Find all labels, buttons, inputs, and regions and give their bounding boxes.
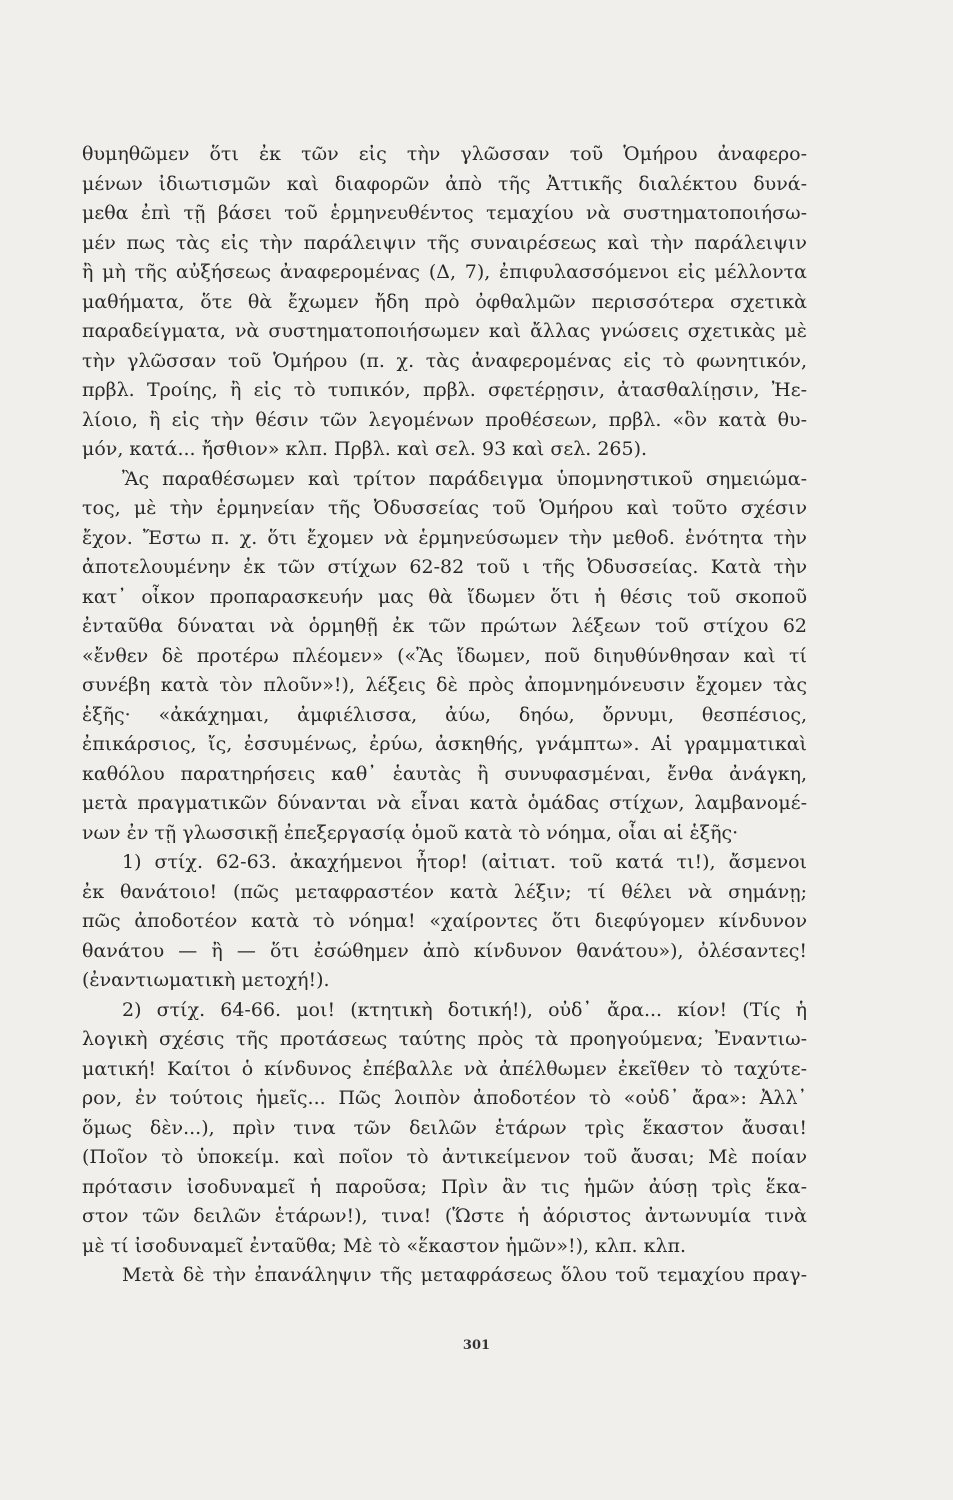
text-line: μόν, κατά... ἤσθιον» κλπ. Πρβλ. καὶ σελ. 93 καὶ σελ. 265). — [82, 438, 648, 460]
text-line: στον τῶν δειλῶν ἑτάρων!), τινα! (Ὥστε ἡ ἀόριστος ἀντωνυμία τινὰ — [82, 1205, 807, 1227]
text-line: ἔχον. Ἔστω π. χ. ὅτι ἔχομεν νὰ ἑρμηνεύσωμεν τὴν μεθοδ. ἑνότητα τὴν — [82, 526, 807, 549]
text-line: νων ἐν τῇ γλωσσικῇ ἐπεξεργασίᾳ ὁμοῦ κατὰ τὸ νόημα, οἷαι αἱ ἑξῆς· — [82, 821, 739, 844]
text-line: τὴν γλῶσσαν τοῦ Ὁμήρου (π. χ. τὰς ἀναφερομένας εἰς τὸ φωνητικόν, — [82, 349, 807, 372]
text-line: ματική! Καίτοι ὁ κίνδυνος ἐπέβαλλε νὰ ἀπέλθωμεν ἐκεῖθεν τὸ ταχύτε- — [82, 1057, 807, 1080]
text-line: ἐνταῦθα δύναται νὰ ὁρμηθῇ ἐκ τῶν πρώτων λέξεων τοῦ στίχου 62 — [82, 615, 807, 637]
text-line: ἐπικάρσιος, ἴς, ἐσσυμένως, ἐρύω, ἀσκηθής, γνάμπτω». Αἱ γραμματικαὶ — [82, 733, 807, 755]
text-line: θανάτου — ἢ — ὅτι ἐσώθημεν ἀπὸ κίνδυνον θανάτου»), ὀλέσαντες! — [82, 939, 807, 962]
text-line: μαθήματα, ὅτε θὰ ἔχωμεν ἤδη πρὸ ὀφθαλμῶν περισσότερα σχετικὰ — [82, 290, 807, 313]
text-line: (Ποῖον τὸ ὑποκείμ. καὶ ποῖον τὸ ἀντικείμενον τοῦ ἄυσαι; Μὲ ποίαν — [82, 1146, 807, 1168]
text-line: ἐκ θανάτοιο! (πῶς μεταφραστέον κατὰ λέξιν; τί θέλει νὰ σημάνῃ; — [82, 880, 807, 903]
text-line: Μετὰ δὲ τὴν ἐπανάληψιν τῆς μεταφράσεως ὅλου τοῦ τεμαχίου πραγ- — [122, 1264, 807, 1286]
text-line: «ἔνθεν δὲ προτέρω πλέομεν» («Ἂς ἴδωμεν, ποῦ διηυθύνθησαν καὶ τί — [82, 644, 807, 667]
text-line: μετὰ πραγματικῶν δύνανται νὰ εἶναι κατὰ ὁμάδας στίχων, λαμβανομέ- — [82, 792, 807, 814]
text-line: λογικὴ σχέσις τῆς προτάσεως ταύτης πρὸς τὰ προηγούμενα; Ἐναντιω- — [82, 1028, 807, 1050]
text-line: συνέβη κατὰ τὸν πλοῦν»!), λέξεις δὲ πρὸς ἀπομνημόνευσιν ἔχομεν τὰς — [82, 674, 807, 696]
text-line: κατ᾿ οἶκον προπαρασκευήν μας θὰ ἴδωμεν ὅτι ἡ θέσις τοῦ σκοποῦ — [82, 585, 807, 608]
text-line: μέν πως τὰς εἰς τὴν παράλειψιν τῆς συναιρέσεως καὶ τὴν παράλειψιν — [82, 231, 807, 254]
text-line: παραδείγματα, νὰ συστηματοποιήσωμεν καὶ ἄλλας γνώσεις σχετικὰς μὲ — [82, 320, 807, 342]
text-line: πῶς ἀποδοτέον κατὰ τὸ νόημα! «χαίροντες ὅτι διεφύγομεν κίνδυνον — [82, 910, 807, 932]
text-line: μεθα ἐπὶ τῇ βάσει τοῦ ἑρμηνευθέντος τεμαχίου νὰ συστηματοποιήσω- — [82, 202, 807, 224]
text-line: (ἐναντιωματικὴ μετοχή!). — [82, 969, 330, 991]
text-line: ἑξῆς· «ἀκάχημαι, ἀμφιέλισσα, ἀύω, δηόω, ὄρνυμι, θεσπέσιος, — [82, 703, 807, 726]
page-number: 301 — [462, 1338, 491, 1353]
body-text — [82, 140, 807, 1291]
text-line: ἀποτελουμένην ἐκ τῶν στίχων 62-82 τοῦ ι τῆς Ὀδυσσείας. Κατὰ τὴν — [82, 556, 807, 578]
text-line: ἢ μὴ τῆς αὐξήσεως ἀναφερομένας (Δ, 7), ἐπιφυλασσόμενοι εἰς μέλλοντα — [82, 261, 807, 283]
text-line: πρότασιν ἰσοδυναμεῖ ἡ παροῦσα; Πρὶν ἂν τις ἡμῶν ἀύσῃ τρὶς ἕκα- — [82, 1175, 807, 1198]
text-line: 2) στίχ. 64-66. μοι! (κτητικὴ δοτική!), οὐδ᾿ ἄρα... κίον! (Τίς ἡ — [122, 998, 807, 1021]
text-line: θυμηθῶμεν ὅτι ἐκ τῶν εἰς τὴν γλῶσσαν τοῦ Ὁμήρου ἀναφερο- — [82, 143, 807, 165]
text-line: μένων ἰδιωτισμῶν καὶ διαφορῶν ἀπὸ τῆς Ἀττικῆς διαλέκτου δυνά- — [82, 172, 807, 195]
text-line: τος, μὲ τὴν ἑρμηνείαν τῆς Ὀδυσσείας τοῦ Ὁμήρου καὶ τοῦτο σχέσιν — [82, 497, 807, 519]
text-line: καθόλου παρατηρήσεις καθ᾿ ἑαυτὰς ἢ συνυφασμέναι, ἔνθα ἀνάγκη, — [82, 762, 807, 785]
text-line: ὅμως δὲν...), πρὶν τινα τῶν δειλῶν ἑτάρων τρὶς ἕκαστον ἄυσαι! — [82, 1116, 807, 1139]
text-line: πρβλ. Τροίης, ἢ εἰς τὸ τυπικόν, πρβλ. σφετέρῃσιν, ἀτασθαλίῃσιν, Ἠε- — [82, 379, 807, 401]
text-line: Ἂς παραθέσωμεν καὶ τρίτον παράδειγμα ὑπομνηστικοῦ σημειώμα- — [122, 467, 807, 490]
text-line: μὲ τί ἰσοδυναμεῖ ἐνταῦθα; Μὲ τὸ «ἕκαστον ἡμῶν»!), κλπ. κλπ. — [82, 1234, 687, 1257]
text-line: 1) στίχ. 62-63. ἀκαχήμενοι ἦτορ! (αἰτιατ. τοῦ κατά τι!), ἄσμενοι — [122, 851, 807, 873]
text-line: λίοιο, ἢ εἰς τὴν θέσιν τῶν λεγομένων προθέσεων, πρβλ. «ὃν κατὰ θυ- — [82, 408, 807, 431]
text-line: ρον, ἐν τούτοις ἡμεῖς... Πῶς λοιπὸν ἀποδοτέον τὸ «οὐδ᾿ ἄρα»: Ἀλλ᾿ — [82, 1087, 807, 1109]
